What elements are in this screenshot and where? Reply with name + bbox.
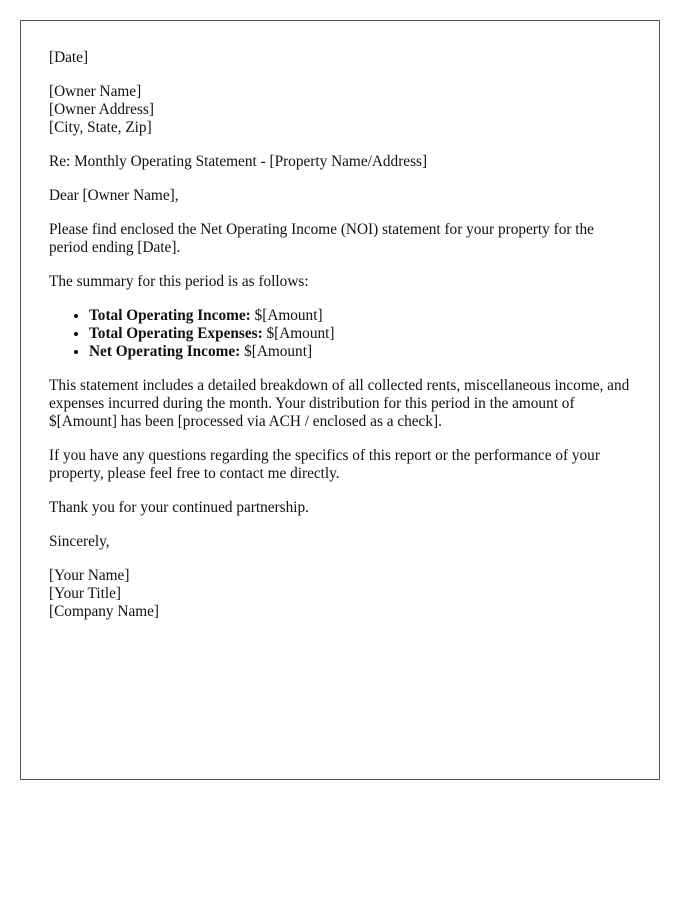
summary-item-value: $[Amount] bbox=[240, 343, 313, 360]
summary-lead: The summary for this period is as follows: bbox=[49, 273, 309, 290]
questions-paragraph: If you have any questions regarding the specifics of this report or the performance of your property, please feel free to contact me directly. bbox=[49, 447, 600, 482]
thanks-paragraph: Thank you for your continued partnership. bbox=[49, 499, 309, 516]
recipient-city-state-zip: [City, State, Zip] bbox=[49, 119, 152, 136]
intro-paragraph: Please find enclosed the Net Operating Income (NOI) statement for your property for the period ending [Date]. bbox=[49, 221, 594, 256]
summary-item-value: $[Amount] bbox=[250, 307, 323, 324]
summary-list bbox=[49, 307, 631, 361]
summary-item-total-expenses bbox=[89, 325, 631, 343]
summary-item-label: Total Operating Income: bbox=[89, 307, 251, 324]
recipient-address-block bbox=[49, 83, 631, 137]
signature-name: [Your Name] bbox=[49, 567, 130, 584]
summary-item-net-income bbox=[89, 343, 631, 361]
closing: Sincerely, bbox=[49, 533, 110, 550]
recipient-address: [Owner Address] bbox=[49, 101, 154, 118]
signature-block bbox=[49, 567, 631, 621]
salutation: Dear [Owner Name], bbox=[49, 187, 179, 204]
letter-page bbox=[20, 20, 660, 780]
subject-line: Re: Monthly Operating Statement - [Property Name/Address] bbox=[49, 153, 428, 170]
summary-item-total-income bbox=[89, 307, 631, 325]
signature-company: [Company Name] bbox=[49, 603, 160, 620]
summary-item-label: Total Operating Expenses: bbox=[89, 325, 263, 342]
date-text: [Date] bbox=[49, 49, 89, 66]
signature-title: [Your Title] bbox=[49, 585, 121, 602]
detail-paragraph: This statement includes a detailed breakdown of all collected rents, miscellaneous income, and expenses incurred during the month. Your distribution for this period in the amount of $[Amount] has been [processed via ACH / enclosed as a check]. bbox=[49, 377, 630, 430]
recipient-name: [Owner Name] bbox=[49, 83, 142, 100]
summary-item-label: Net Operating Income: bbox=[89, 343, 241, 360]
letter-date bbox=[49, 49, 631, 67]
summary-item-value: $[Amount] bbox=[262, 325, 335, 342]
